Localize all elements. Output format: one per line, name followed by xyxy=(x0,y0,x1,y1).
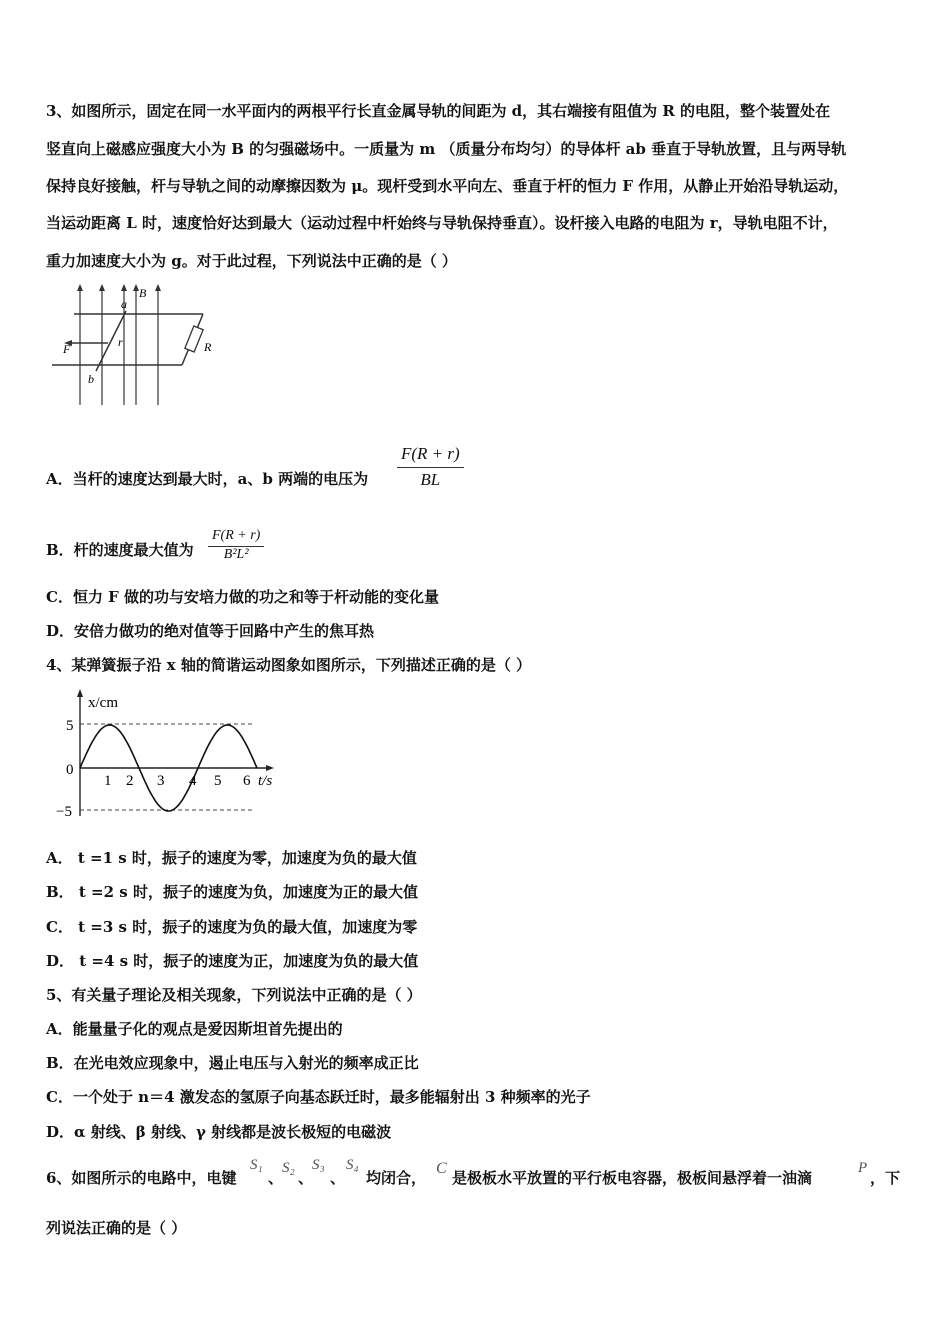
q6-mid2: 是极板水平放置的平行板电容器，极板间悬浮着一油滴 xyxy=(452,1169,813,1187)
q3-label-F: F xyxy=(63,342,71,356)
q4-x-tick-2: 2 xyxy=(126,773,134,789)
q5-stem: 5、有关量子理论及相关现象，下列说法中正确的是（ ） xyxy=(46,986,422,1004)
q4-x-tick-3: 3 xyxy=(157,773,165,789)
q3-label-b: b xyxy=(88,372,94,386)
q4-y-tick-5: 5 xyxy=(66,718,74,734)
q6-switch-s2: S₂ xyxy=(282,1160,295,1176)
q3-option-d: D．安倍力做功的绝对值等于回路中产生的焦耳热 xyxy=(46,622,375,640)
q6-sep-3: 、 xyxy=(330,1169,346,1187)
q6-drop-p: P xyxy=(858,1160,868,1176)
q3-option-c: C．恒力 F 做的功与安培力做的功之和等于杆动能的变化量 xyxy=(46,588,440,606)
q3-line-2: 竖直向上磁感应强度大小为 B 的匀强磁场中。一质量为 m （质量分布均匀）的导体杆 ab 垂直于导轨放置，且与两导轨 xyxy=(46,140,847,158)
q5-option-c: C．一个处于 n＝4 激发态的氢原子向基态跃迁时，最多能辐射出 3 种频率的光子 xyxy=(46,1088,591,1106)
q4-option-b: B． t =2 s 时，振子的速度为负，加速度为正的最大值 xyxy=(46,883,418,901)
q3-line-1: 3、如图所示，固定在同一水平面内的两根平行长直金属导轨的间距为 d，其右端接有阻值为 R 的电阻，整个装置处在 xyxy=(46,102,831,120)
q3-option-a-denominator: BL xyxy=(420,470,441,489)
q4-option-d: D． t =4 s 时，振子的速度为正，加速度为负的最大值 xyxy=(46,952,419,970)
q4-x-tick-1: 1 xyxy=(104,773,112,789)
q6-stem-start: 6、如图所示的电路中，电键 xyxy=(46,1169,237,1187)
q3-label-a: a xyxy=(121,297,127,311)
q5-option-d: D．α 射线、β 射线、γ 射线都是波长极短的电磁波 xyxy=(46,1123,392,1141)
q3-figure-rails xyxy=(48,283,228,413)
q3-option-a-fraction xyxy=(397,444,464,490)
q4-x-tick-5: 5 xyxy=(214,773,222,789)
q4-option-c: C． t =3 s 时，振子的速度为负的最大值，加速度为零 xyxy=(46,918,418,936)
q4-y-tick-0: 0 xyxy=(66,762,74,778)
q4-stem: 4、某弹簧振子沿 x 轴的简谐运动图象如图所示，下列描述正确的是（ ） xyxy=(46,656,532,674)
q4-graph xyxy=(58,686,298,826)
q3-line-5: 重力加速度大小为 g。对于此过程，下列说法中正确的是（ ） xyxy=(46,252,457,270)
q6-switch-s1: S₁ xyxy=(250,1157,263,1173)
q5-option-b: B．在光电效应现象中，遏止电压与入射光的频率成正比 xyxy=(46,1054,419,1072)
q3-option-b-denominator: B²L² xyxy=(223,547,249,562)
q6-line-2: 列说法正确的是（ ） xyxy=(46,1219,187,1237)
q6-switch-s4: S₄ xyxy=(346,1157,359,1173)
q4-x-axis-label: t/s xyxy=(258,773,273,789)
q4-x-tick-6: 6 xyxy=(243,773,251,789)
q6-sep-2: 、 xyxy=(298,1169,314,1187)
q3-option-a: A．当杆的速度达到最大时，a、b 两端的电压为 xyxy=(46,470,369,488)
fraction-bar xyxy=(397,467,464,468)
q4-y-tick-neg5: −5 xyxy=(56,804,72,820)
q3-option-b: B．杆的速度最大值为 xyxy=(46,541,194,559)
q3-option-b-fraction xyxy=(208,528,264,563)
q3-label-B: B xyxy=(139,286,147,300)
q6-end: ，下 xyxy=(870,1169,901,1187)
q5-option-a: A．能量量子化的观点是爱因斯坦首先提出的 xyxy=(46,1020,343,1038)
q6-sep-1: 、 xyxy=(268,1169,284,1187)
q4-y-axis-label: x/cm xyxy=(88,695,118,711)
q3-line-3: 保持良好接触，杆与导轨之间的动摩擦因数为 μ。现杆受到水平向左、垂直于杆的恒力 F 作用，从静止开始沿导轨运动， xyxy=(46,177,849,195)
q6-capacitor-c: C xyxy=(436,1160,447,1177)
q4-x-tick-4: 4 xyxy=(189,773,197,789)
q3-label-R: R xyxy=(204,340,212,354)
q3-option-b-numerator: F(R + r) xyxy=(212,528,261,543)
q6-mid: 均闭合， xyxy=(366,1169,427,1187)
q3-line-4: 当运动距离 L 时，速度恰好达到最大（运动过程中杆始终与导轨保持垂直）。设杆接入电路的电阻为 r，导轨电阻不计， xyxy=(46,214,838,232)
q6-switch-s3: S₃ xyxy=(312,1157,325,1173)
q4-option-a: A． t =1 s 时，振子的速度为零，加速度为负的最大值 xyxy=(46,849,417,867)
q3-option-a-numerator: F(R + r) xyxy=(401,444,460,463)
q3-label-r: r xyxy=(118,335,123,349)
